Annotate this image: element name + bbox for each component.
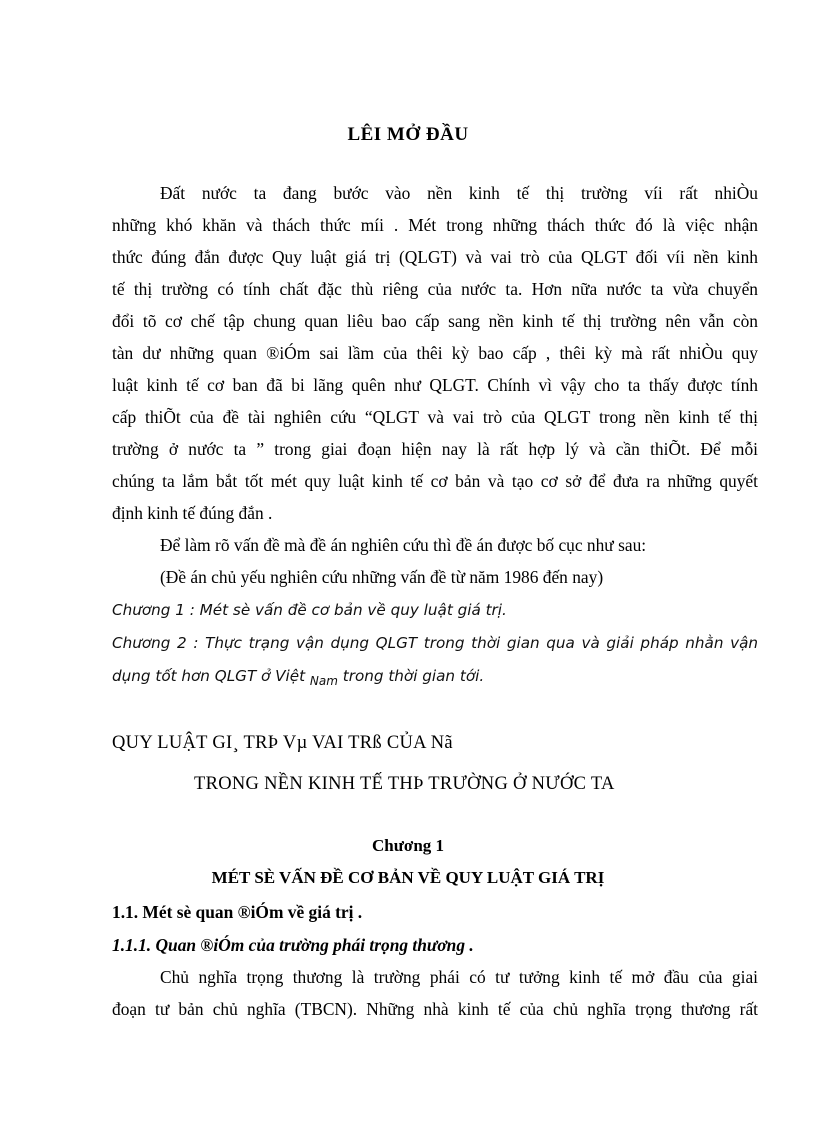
- outline-chapter-2-text-a: dụng tốt hơn QLGT ở Việt: [112, 667, 310, 685]
- intro-line-1: Đất nước ta đang bước vào nền kinh tế thị trường víi rất nhiÒu: [160, 183, 758, 203]
- section-1-1-heading: 1.1. Mét sè quan ®iÓm về giá trị .: [112, 902, 363, 922]
- intro-line-5: đổi tõ cơ chế tập chung quan liêu bao cấp sang nền kinh tế thị trường nên vẫn còn: [112, 311, 758, 331]
- intro-line-7: luật kinh tế cơ ban đã bi lãng quên như QLGT. Chính vì vậy cho ta thấy được tính: [112, 375, 758, 395]
- section-1-1-1-heading: 1.1.1. Quan ®iÓm của trường phái trọng thương .: [112, 935, 474, 955]
- body-line-1: Chủ nghĩa trọng thương là trường phái có tư tưởng kinh tế mở đầu của giai: [160, 967, 758, 987]
- intro-line-6: tàn dư những quan ®iÓm sai lầm của thêi kỳ bao cấp , thêi kỳ mà rất nhiÒu quy: [112, 343, 758, 363]
- para-structure: Để làm rõ vấn đề mà đề án nghiên cứu thì đề án được bố cục như sau:: [160, 535, 647, 555]
- intro-line-11: định kinh tế đúng đắn .: [112, 503, 273, 523]
- topic-heading-line-1: QUY LUẬT GI¸ TRÞ Vµ VAI TRß CỦA Nã: [112, 733, 453, 753]
- intro-line-10: chúng ta lắm bắt tốt mét quy luật kinh tế cơ bản và tạo cơ sở để đưa ra những quyết: [112, 471, 758, 491]
- outline-chapter-1: Chương 1 : Mét sè vấn đề cơ bản về quy luật giá trị.: [112, 601, 507, 619]
- outline-chapter-2-line-1: Chương 2 : Thực trạng vận dụng QLGT trong thời gian qua và giải pháp nhằn vận: [112, 634, 758, 652]
- outline-chapter-2-text-c: trong thời gian tới.: [337, 667, 485, 685]
- page-title: LÊI MỞ ĐẦU: [347, 124, 469, 145]
- outline-chapter-2-line-2: [112, 667, 484, 688]
- intro-line-8: cấp thiÕt của đề tài nghiên cứu “QLGT và vai trò của QLGT trong nền kinh tế thị: [112, 407, 758, 427]
- intro-line-4: tế thị trường có tính chất đặc thù riêng của nước ta. Hơn nữa nước ta vừa chuyển: [112, 279, 758, 299]
- intro-line-2: những khó khăn và thách thức míi . Mét trong những thách thức đó là việc nhận: [112, 215, 758, 235]
- para-scope: (Đề án chủ yếu nghiên cứu những vấn đề từ năm 1986 đến nay): [160, 567, 604, 587]
- chapter-label: Chương 1: [371, 836, 445, 855]
- chapter-title: MÉT SÈ VẤN ĐỀ CƠ BẢN VỀ QUY LUẬT GIÁ TRỊ: [211, 868, 605, 887]
- intro-line-9: trường ở nước ta ” trong giai đoạn hiện nay là rất hợp lý và cần thiÕt. Để mỗi: [112, 439, 758, 459]
- body-line-2: đoạn tư bản chủ nghĩa (TBCN). Những nhà kinh tế của chủ nghĩa trọng thương rất: [112, 999, 758, 1019]
- topic-heading-line-2: TRONG NỀN KINH TẾ THÞ TRƯỜNG Ở NƯỚC TA: [194, 774, 615, 794]
- outline-chapter-2-text-nam: Nam: [309, 674, 338, 688]
- intro-line-3: thức đúng đắn được Quy luật giá trị (QLGT) và vai trò của QLGT đối víi nền kinh: [112, 247, 758, 267]
